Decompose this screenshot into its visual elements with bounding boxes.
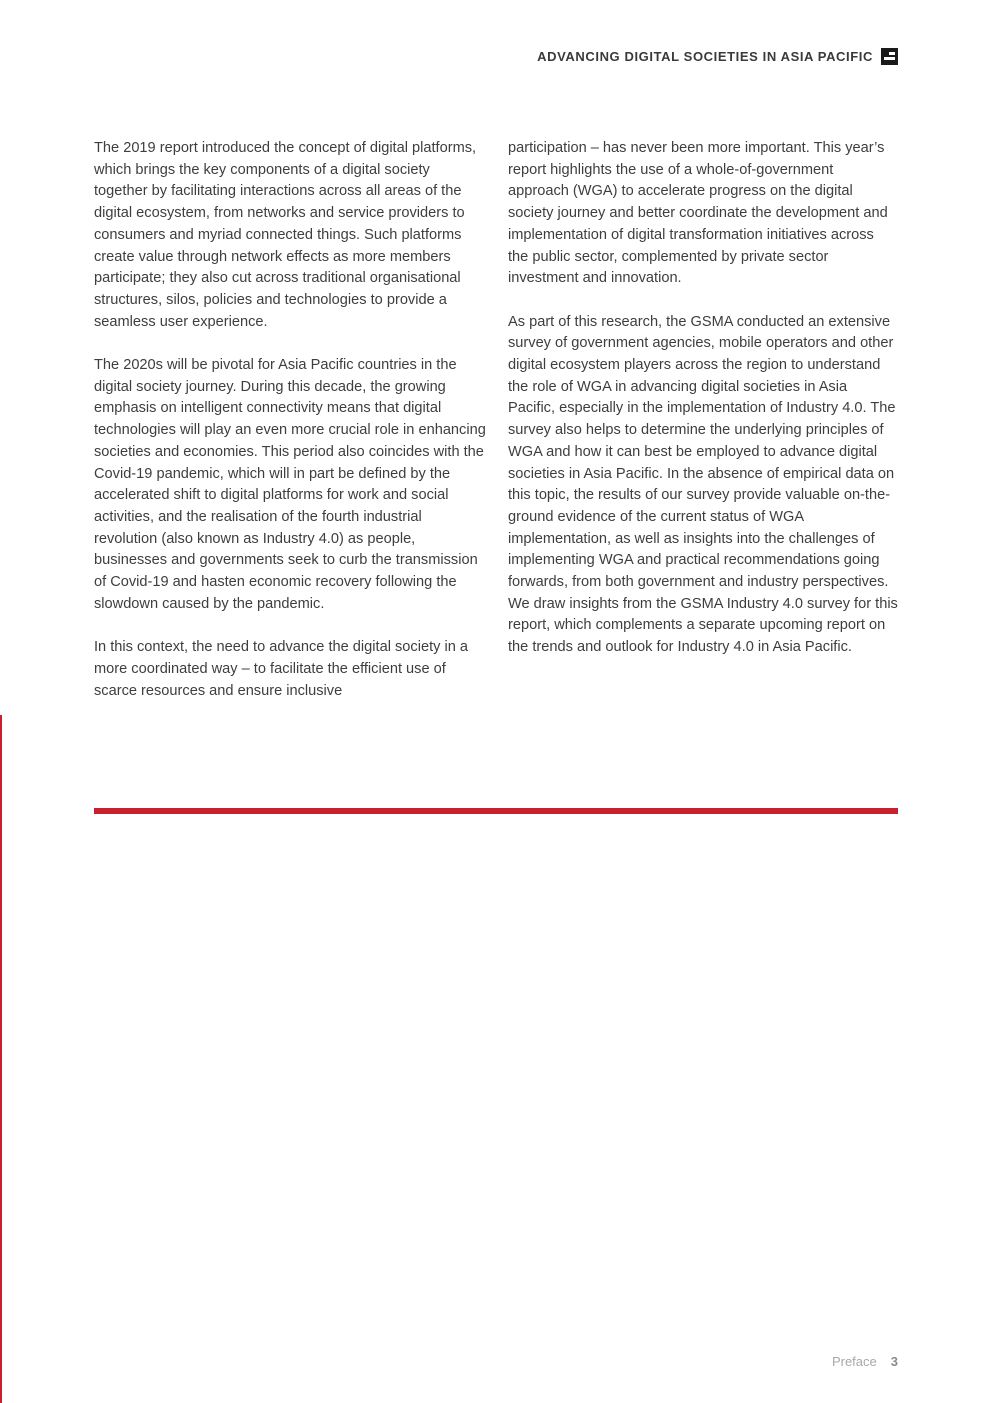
body-column-left (94, 138, 486, 724)
footer-section-label: Preface (831, 1354, 877, 1369)
paragraph-wga-highlight: participation – has never been more important. This year’s report highlights the use of a whole-of-government approach (WGA) to accelerate progress on the digital society journey and better coordinate the development and implementation of digital transformation initiatives across the public sector, complemented by private sector investment and innovation. (508, 140, 888, 287)
page-footer (832, 1354, 898, 1369)
left-edge-accent-line (0, 715, 2, 1403)
paragraph-gsma-survey: As part of this research, the GSMA conducted an extensive survey of government agencies, mobile operators and other digital ecosystem players across the region to understand the role of WGA in advancing digital societies in Asia Pacific, especially in the implementation of Industry 4.0. The survey also helps to determine the underlying principles of WGA and how it can best be employed to advance digital societies in Asia Pacific. In the absence of empirical data on this topic, the results of our survey provide valuable on-the-ground evidence of the current status of WGA implementation, as well as insights into the challenges of implementing WGA and practical recommendations going forwards, from both government and industry perspectives. We draw insights from the GSMA Industry 4.0 survey for this report, which complements a separate upcoming report on the trends and outlook for Industry 4.0 in Asia Pacific. (508, 313, 898, 656)
paragraph-2020s-pivotal: The 2020s will be pivotal for Asia Pacific countries in the digital society journey. During this decade, the growing emphasis on intelligent connectivity means that digital technologies will play an even more crucial role in enhancing societies and economies. This period also coincides with the Covid-19 pandemic, which will in part be defined by the accelerated shift to digital platforms for work and social activities, and the realisation of the fourth industrial revolution (also known as Industry 4.0) as people, businesses and governments seek to curb the transmission of Covid-19 and hasten economic recovery following the slowdown caused by the pandemic. (94, 357, 486, 612)
paragraph-digital-platforms: The 2019 report introduced the concept of digital platforms, which brings the key components of a digital society together by facilitating interactions across all areas of the digital ecosystem, from networks and service providers to consumers and myriad connected things. Such platforms create value through network effects as more members participate; they also cut across traditional organisational structures, silos, policies and technologies to provide a seamless user experience. (94, 140, 477, 330)
body-column-right (508, 138, 898, 681)
page-number: 3 (890, 1354, 898, 1369)
running-header (537, 48, 898, 65)
section-divider-rule (94, 808, 898, 814)
paragraph-context: In this context, the need to advance the digital society in a more coordinated way – to facilitate the efficient use of scarce resources and ensure inclusive (94, 639, 469, 699)
running-header-title: ADVANCING DIGITAL SOCIETIES IN ASIA PACIFIC (537, 49, 873, 64)
gsma-logo-icon (881, 48, 898, 65)
